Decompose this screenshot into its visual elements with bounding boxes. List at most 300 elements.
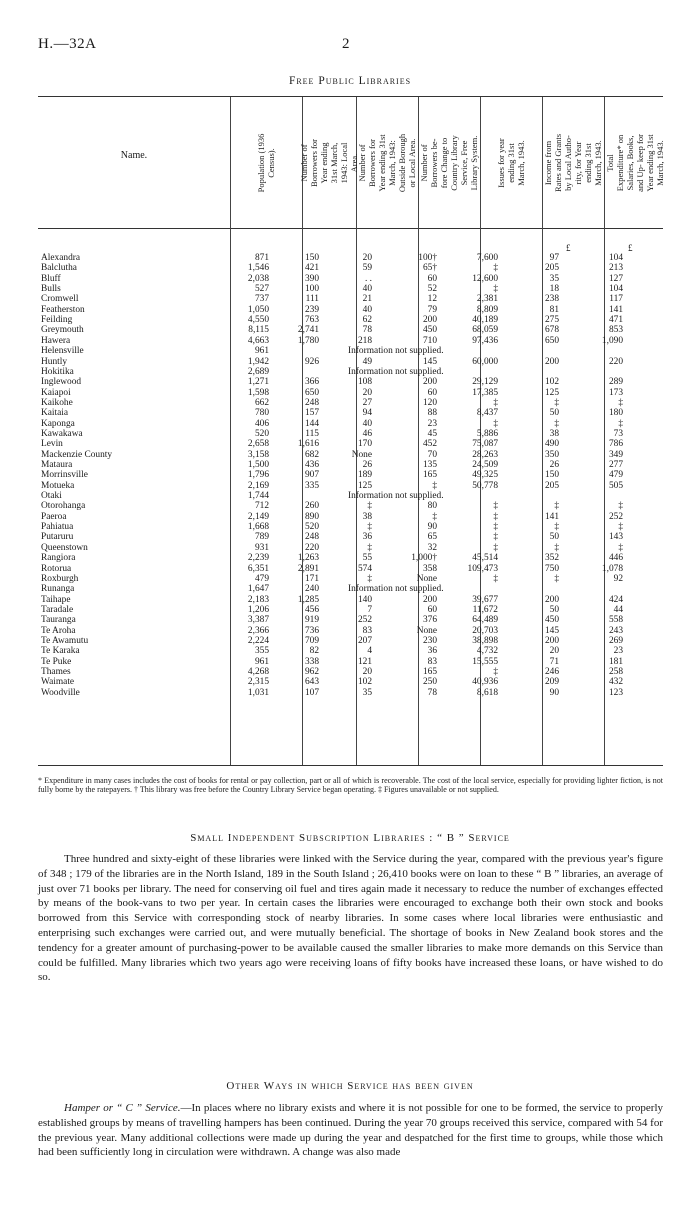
cell-bl: 1,263 bbox=[297, 553, 319, 564]
cell-bl: 643 bbox=[304, 677, 319, 688]
table-row bbox=[38, 460, 663, 470]
cell-inc: ‡ bbox=[554, 501, 559, 512]
cell-bb: 710 bbox=[422, 335, 437, 346]
cell-bo: 4 bbox=[367, 646, 372, 657]
cell-iss: 4,732 bbox=[476, 646, 498, 657]
cell-iss: 15,555 bbox=[472, 656, 498, 667]
cell-bl: 115 bbox=[305, 428, 319, 439]
row-name: Kaiapoi bbox=[41, 387, 71, 398]
cell-bl: 107 bbox=[304, 687, 319, 698]
row-name: Pahiatua bbox=[41, 522, 74, 533]
cell-bb: ‡ bbox=[432, 511, 437, 522]
cell-exp: ‡ bbox=[618, 418, 623, 429]
cell-exp: ‡ bbox=[618, 501, 623, 512]
table-row bbox=[38, 346, 663, 356]
cell-iss: 40,189 bbox=[472, 315, 498, 326]
cell-exp: 786 bbox=[608, 439, 623, 450]
cell-bb: 60 bbox=[427, 387, 437, 398]
cell-inc: ‡ bbox=[554, 542, 559, 553]
cell-bb: 135 bbox=[422, 460, 437, 470]
cell-inc: 97 bbox=[549, 253, 559, 263]
cell-bl: 736 bbox=[304, 625, 319, 636]
table-row bbox=[38, 439, 663, 449]
table-row bbox=[38, 336, 663, 346]
cell-bo: 46 bbox=[362, 428, 372, 439]
cell-exp: 73 bbox=[613, 428, 623, 439]
cell-inc: 141 bbox=[544, 511, 559, 522]
table-row bbox=[38, 615, 663, 625]
cell-bb: 45 bbox=[427, 428, 437, 439]
cell-exp: 213 bbox=[608, 263, 623, 274]
cell-iss: 29,129 bbox=[472, 377, 498, 388]
table-row bbox=[38, 357, 663, 367]
row-name: Kaikohe bbox=[41, 397, 73, 408]
row-name: Helensville bbox=[41, 346, 84, 357]
cell-bb: 450 bbox=[422, 325, 437, 336]
cell-iss: 39,677 bbox=[472, 594, 498, 605]
cell-bo: 35 bbox=[362, 687, 372, 698]
cell-exp: 446 bbox=[608, 553, 623, 564]
cell-inc: ‡ bbox=[554, 418, 559, 429]
cell-bo: 207 bbox=[357, 635, 372, 646]
cell-iss: 97,436 bbox=[472, 335, 498, 346]
cell-bb: 80 bbox=[427, 501, 437, 512]
cell-pop: 1,050 bbox=[247, 304, 269, 315]
cell-iss: ‡ bbox=[493, 284, 498, 295]
row-name: Bulls bbox=[41, 284, 61, 295]
cell-pop: 527 bbox=[254, 284, 269, 295]
row-name: Paeroa bbox=[41, 511, 67, 522]
cell-iss: ‡ bbox=[493, 501, 498, 512]
row-name: Roxburgh bbox=[41, 573, 79, 584]
cell-inc: 678 bbox=[544, 325, 559, 336]
column-header-population: Population (1936 Census). bbox=[256, 133, 276, 192]
cell-inc: ‡ bbox=[554, 522, 559, 533]
cell-inc: 71 bbox=[549, 656, 559, 667]
cell-iss: 7,600 bbox=[476, 253, 498, 263]
cell-inc: 50 bbox=[549, 532, 559, 543]
cell-pop: 3,387 bbox=[247, 615, 269, 626]
cell-bo: 40 bbox=[362, 284, 372, 295]
cell-bl: 82 bbox=[309, 646, 319, 657]
row-name: Inglewood bbox=[41, 377, 82, 388]
cell-inc: 125 bbox=[544, 387, 559, 398]
cell-exp: 479 bbox=[608, 470, 623, 481]
cell-inc: 238 bbox=[544, 294, 559, 305]
cell-exp: 243 bbox=[608, 625, 623, 636]
cell-exp: 1,078 bbox=[601, 563, 623, 574]
section-c-text: —In places where no library exists and where it is not possible for one to be formed, the service to properly established groups by means of travelling hampers has been continued. During the year 70 groups received this service, compared with 54 for the previous year. Many additional collections were made up during the year and despatched for the first time to groups, while those which had been sufficiently long in circulation were withdrawn. A change was also made bbox=[38, 1102, 663, 1159]
cell-pop: 737 bbox=[254, 294, 269, 305]
cell-bo: 27 bbox=[362, 397, 372, 408]
cell-bb: 52 bbox=[427, 284, 437, 295]
cell-inc: 246 bbox=[544, 667, 559, 677]
table-row bbox=[38, 636, 663, 646]
cell-iss: 8,437 bbox=[476, 408, 498, 419]
cell-exp: 349 bbox=[608, 449, 623, 460]
cell-bo: 20 bbox=[362, 667, 372, 677]
cell-bb: 79 bbox=[427, 304, 437, 315]
cell-info: Information not supplied. bbox=[348, 346, 444, 357]
cell-bb: 12 bbox=[427, 294, 437, 305]
table-row bbox=[38, 605, 663, 615]
cell-iss: 5,886 bbox=[476, 428, 498, 439]
cell-iss: ‡ bbox=[493, 532, 498, 543]
table-row bbox=[38, 315, 663, 325]
cell-bo: 574 bbox=[357, 563, 372, 574]
cell-exp: 123 bbox=[608, 687, 623, 698]
cell-bo: 26 bbox=[362, 460, 372, 470]
table-row bbox=[38, 450, 663, 460]
cell-pop: 2,239 bbox=[247, 553, 269, 564]
cell-bb: None bbox=[416, 625, 437, 636]
table-row bbox=[38, 532, 663, 542]
cell-pop: 871 bbox=[254, 253, 269, 263]
cell-inc: 81 bbox=[549, 304, 559, 315]
cell-inc: 35 bbox=[549, 273, 559, 284]
cell-pop: 961 bbox=[254, 346, 269, 357]
cell-bl: 248 bbox=[304, 532, 319, 543]
cell-bl: 171 bbox=[304, 573, 319, 584]
cell-bl: 144 bbox=[304, 418, 319, 429]
table-bottom-rule bbox=[38, 765, 663, 766]
row-name: Te Karaka bbox=[41, 646, 80, 657]
cell-iss: 38,898 bbox=[472, 635, 498, 646]
cell-iss: ‡ bbox=[493, 542, 498, 553]
cell-pop: 712 bbox=[254, 501, 269, 512]
cell-exp: 471 bbox=[608, 315, 623, 326]
cell-bb: 83 bbox=[427, 656, 437, 667]
cell-inc: 200 bbox=[544, 356, 559, 367]
cell-pop: 961 bbox=[254, 656, 269, 667]
cell-bl: 962 bbox=[304, 667, 319, 677]
cell-info: Information not supplied. bbox=[348, 584, 444, 595]
cell-exp: 220 bbox=[608, 356, 623, 367]
cell-iss: 8,618 bbox=[476, 687, 498, 698]
row-name: Te Awamutu bbox=[41, 635, 89, 646]
cell-pop: 931 bbox=[254, 542, 269, 553]
table-row bbox=[38, 512, 663, 522]
cell-bb: 36 bbox=[427, 646, 437, 657]
row-name: Runanga bbox=[41, 584, 75, 595]
cell-bb: 70 bbox=[427, 449, 437, 460]
cell-pop: 1,271 bbox=[247, 377, 269, 388]
cell-pop: 2,689 bbox=[247, 366, 269, 377]
table-row bbox=[38, 398, 663, 408]
cell-bo: ‡ bbox=[367, 522, 372, 533]
cell-inc: 90 bbox=[549, 687, 559, 698]
row-name: Cromwell bbox=[41, 294, 79, 305]
cell-bl: 456 bbox=[304, 604, 319, 615]
cell-bo: ‡ bbox=[367, 542, 372, 553]
cell-bo: 83 bbox=[362, 625, 372, 636]
cell-inc: 650 bbox=[544, 335, 559, 346]
cell-exp: 269 bbox=[608, 635, 623, 646]
cell-inc: 50 bbox=[549, 604, 559, 615]
cell-iss: 45,514 bbox=[472, 553, 498, 564]
cell-exp: ‡ bbox=[618, 522, 623, 533]
row-name: Motueka bbox=[41, 480, 75, 491]
cell-bb: None bbox=[416, 573, 437, 584]
cell-exp: 143 bbox=[608, 532, 623, 543]
cell-iss: ‡ bbox=[493, 418, 498, 429]
column-header-income: Income from Rates and Grants by Local Autho- rity, for Year ending 31st March, 1943. bbox=[543, 133, 603, 192]
cell-bo: 59 bbox=[362, 263, 372, 274]
cell-iss: ‡ bbox=[493, 667, 498, 677]
cell-pop: 2,038 bbox=[247, 273, 269, 284]
table-row bbox=[38, 367, 663, 377]
table-row bbox=[38, 294, 663, 304]
cell-bl: 650 bbox=[304, 387, 319, 398]
cell-exp: 558 bbox=[608, 615, 623, 626]
cell-bb: 200 bbox=[422, 315, 437, 326]
column-header-borrowers-local: Number of Borrowers for Year ending 31st March, 1943: Local Area. bbox=[299, 138, 359, 187]
cell-bo: 49 bbox=[362, 356, 372, 367]
cell-inc: 205 bbox=[544, 263, 559, 274]
cell-exp: 432 bbox=[608, 677, 623, 688]
cell-bl: 2,891 bbox=[297, 563, 319, 574]
cell-bb: 32 bbox=[427, 542, 437, 553]
cell-inc: 750 bbox=[544, 563, 559, 574]
row-name: Bluff bbox=[41, 273, 61, 284]
row-name: Thames bbox=[41, 667, 71, 677]
table-row bbox=[38, 522, 663, 532]
cell-bb: 452 bbox=[422, 439, 437, 450]
page-number: 2 bbox=[342, 36, 350, 52]
cell-pop: 8,115 bbox=[248, 325, 269, 336]
cell-bl: 907 bbox=[304, 470, 319, 481]
table-row bbox=[38, 429, 663, 439]
row-name: Kaitaia bbox=[41, 408, 69, 419]
cell-bb: 145 bbox=[422, 356, 437, 367]
cell-bl: 260 bbox=[304, 501, 319, 512]
table-row bbox=[38, 584, 663, 594]
cell-iss: 68,059 bbox=[472, 325, 498, 336]
cell-bb: 200 bbox=[422, 377, 437, 388]
cell-bl: 2,741 bbox=[297, 325, 319, 336]
cell-inc: ‡ bbox=[554, 573, 559, 584]
row-name: Kawakawa bbox=[41, 428, 83, 439]
cell-iss: 8,809 bbox=[476, 304, 498, 315]
cell-exp: 1,090 bbox=[601, 335, 623, 346]
table-row bbox=[38, 305, 663, 315]
cell-bl: 335 bbox=[304, 480, 319, 491]
table-row bbox=[38, 574, 663, 584]
cell-bo: 140 bbox=[357, 594, 372, 605]
cell-bb: 78 bbox=[427, 687, 437, 698]
table-row bbox=[38, 377, 663, 387]
section-c-paragraph bbox=[38, 1101, 663, 1160]
cell-pop: 2,366 bbox=[247, 625, 269, 636]
cell-exp: ‡ bbox=[618, 397, 623, 408]
cell-pop: 2,183 bbox=[247, 594, 269, 605]
column-header-name: Name. bbox=[120, 150, 148, 161]
cell-bl: 890 bbox=[304, 511, 319, 522]
cell-bo: 7 bbox=[367, 604, 372, 615]
table-row bbox=[38, 543, 663, 553]
cell-iss: 49,325 bbox=[472, 470, 498, 481]
table-row bbox=[38, 284, 663, 294]
cell-pop: 1,206 bbox=[247, 604, 269, 615]
cell-bo: ‡ bbox=[367, 573, 372, 584]
cell-bl: 520 bbox=[304, 522, 319, 533]
section-b-paragraph: Three hundred and sixty-eight of these libraries were linked with the Service during the year, compared with the previous year's figure of 348 ; 179 of the libraries are in the North Island, 189 in the South Island ; 26,410 books were on loan to these “ B ” libraries, an average of just over 71 books per library. The need for conserving oil fuel and tires again made it necessary to reduce the number of exchanges effected by means of the book-vans to two per year. In certain cases the libraries were encouraged to exchange both their own stock and books borrowed from this Service with corresponding stock of nearby libraries. In some cases where local libraries were enthusiastic and enterprising such exchanges were carried out, and were mutually beneficial. The shortage of books in New Zealand book stores and the tendency for a greater amount of purchasing-power to be available caused the smaller libraries to make more demands on this Service than could be fulfilled. Many libraries which two years ago were receiving loans of fifty books have increased these loans, or have wished to do so. bbox=[38, 853, 663, 984]
cell-pop: 406 bbox=[254, 418, 269, 429]
cell-pop: 1,500 bbox=[247, 460, 269, 470]
cell-inc: 275 bbox=[544, 315, 559, 326]
cell-bl: 366 bbox=[304, 377, 319, 388]
cell-bo: . . bbox=[364, 273, 372, 284]
cell-bb: 376 bbox=[422, 615, 437, 626]
row-name: Otaki bbox=[41, 491, 62, 502]
table-row bbox=[38, 253, 663, 263]
cell-bb: 65 bbox=[427, 532, 437, 543]
cell-bo: 94 bbox=[362, 408, 372, 419]
table-row bbox=[38, 553, 663, 563]
cell-iss: 75,087 bbox=[472, 439, 498, 450]
cell-exp: 117 bbox=[609, 294, 623, 305]
cell-pop: 662 bbox=[254, 397, 269, 408]
cell-bo: 121 bbox=[357, 656, 372, 667]
row-name: Tauranga bbox=[41, 615, 76, 626]
cell-pop: 1,546 bbox=[247, 263, 269, 274]
cell-iss: 109,473 bbox=[467, 563, 498, 574]
cell-pop: 2,224 bbox=[247, 635, 269, 646]
cell-bb: 165 bbox=[422, 470, 437, 481]
cell-bb: 60 bbox=[427, 273, 437, 284]
cell-exp: 92 bbox=[613, 573, 623, 584]
cell-exp: 104 bbox=[608, 284, 623, 295]
column-header-borrowers-before: Number of Borrowers be- fore Change to Country Library Service, Free Library System. bbox=[419, 134, 479, 191]
row-name: Te Puke bbox=[41, 656, 72, 667]
cell-bo: 218 bbox=[357, 335, 372, 346]
row-name: Rotorua bbox=[41, 563, 72, 574]
table-row bbox=[38, 657, 663, 667]
cell-inc: 38 bbox=[549, 428, 559, 439]
cell-bl: 919 bbox=[304, 615, 319, 626]
section-c-title: Other Ways in which Service has been given bbox=[226, 1080, 474, 1092]
section-c-lead: Hamper or “ C ” Service. bbox=[64, 1102, 181, 1114]
cell-pop: 1,942 bbox=[247, 356, 269, 367]
cell-pop: 780 bbox=[254, 408, 269, 419]
row-name: Featherston bbox=[41, 304, 85, 315]
cell-bl: 100 bbox=[304, 284, 319, 295]
cell-exp: 258 bbox=[608, 667, 623, 677]
row-name: Feilding bbox=[41, 315, 73, 326]
cell-iss: ‡ bbox=[493, 573, 498, 584]
cell-bo: 125 bbox=[357, 480, 372, 491]
table-row bbox=[38, 688, 663, 698]
table-row bbox=[38, 263, 663, 273]
cell-bo: 102 bbox=[357, 677, 372, 688]
cell-exp: 853 bbox=[608, 325, 623, 336]
cell-bo: 78 bbox=[362, 325, 372, 336]
row-name: Rangiora bbox=[41, 553, 76, 564]
cell-bo: 189 bbox=[357, 470, 372, 481]
cell-bo: 40 bbox=[362, 418, 372, 429]
cell-iss: 40,936 bbox=[472, 677, 498, 688]
cell-bl: 1,285 bbox=[297, 594, 319, 605]
cell-bb: 23 bbox=[427, 418, 437, 429]
cell-bo: 252 bbox=[357, 615, 372, 626]
cell-bb: 90 bbox=[427, 522, 437, 533]
table-row bbox=[38, 481, 663, 491]
cell-pop: 1,031 bbox=[247, 687, 269, 698]
cell-pop: 789 bbox=[254, 532, 269, 543]
cell-pop: 2,658 bbox=[247, 439, 269, 450]
cell-bl: 926 bbox=[304, 356, 319, 367]
table-row bbox=[38, 408, 663, 418]
report-reference: H.—32A bbox=[38, 36, 97, 52]
cell-iss: 2,381 bbox=[476, 294, 498, 305]
cell-bl: 248 bbox=[304, 397, 319, 408]
cell-exp: 505 bbox=[608, 480, 623, 491]
table-title: Free Public Libraries bbox=[288, 75, 412, 87]
unit-expenditure: £ bbox=[628, 243, 633, 253]
cell-bl: 150 bbox=[304, 253, 319, 263]
table-row bbox=[38, 388, 663, 398]
cell-bl: 111 bbox=[305, 294, 319, 305]
cell-iss: 28,263 bbox=[472, 449, 498, 460]
cell-iss: 50,778 bbox=[472, 480, 498, 491]
cell-bl: 436 bbox=[304, 460, 319, 470]
table-row bbox=[38, 274, 663, 284]
cell-bl: 220 bbox=[304, 542, 319, 553]
cell-pop: 1,744 bbox=[247, 491, 269, 502]
row-name: Otorohanga bbox=[41, 501, 86, 512]
cell-exp: 104 bbox=[608, 253, 623, 263]
row-name: Hokitika bbox=[41, 366, 74, 377]
cell-inc: 102 bbox=[544, 377, 559, 388]
table-row bbox=[38, 501, 663, 511]
table-row bbox=[38, 595, 663, 605]
table-footnote: * Expenditure in many cases includes the cost of books for rental or pay collection, part or all of which is recoverable. The cost of the local service, especially for providing lighter fiction, is not fully borne by the ratepayers. † This library was free before the Country Library Service began operating. ‡ Figures unavailable or not supplied. bbox=[38, 776, 663, 794]
table-row bbox=[38, 419, 663, 429]
cell-inc: 150 bbox=[544, 470, 559, 481]
cell-info: Information not supplied. bbox=[348, 491, 444, 502]
cell-inc: 200 bbox=[544, 635, 559, 646]
header-bottom-rule bbox=[38, 228, 663, 229]
cell-info: Information not supplied. bbox=[348, 366, 444, 377]
cell-exp: 141 bbox=[608, 304, 623, 315]
cell-inc: 450 bbox=[544, 615, 559, 626]
cell-pop: 1,647 bbox=[247, 584, 269, 595]
cell-exp: 23 bbox=[613, 646, 623, 657]
cell-pop: 3,158 bbox=[247, 449, 269, 460]
column-header-expenditure: Total Expenditure* on Salaries, Books, and Up- keep for Year ending 31st March, 1943. bbox=[605, 133, 665, 192]
cell-pop: 2,169 bbox=[247, 480, 269, 491]
cell-bb: 358 bbox=[422, 563, 437, 574]
cell-exp: 424 bbox=[608, 594, 623, 605]
cell-bb: 1,000† bbox=[411, 553, 437, 564]
cell-pop: 1,796 bbox=[247, 470, 269, 481]
section-b-title: Small Independent Subscription Libraries : “ B ” Service bbox=[190, 832, 510, 844]
cell-bo: 20 bbox=[362, 253, 372, 263]
cell-bl: 421 bbox=[304, 263, 319, 274]
cell-bb: 65† bbox=[422, 263, 437, 274]
cell-inc: 352 bbox=[544, 553, 559, 564]
cell-pop: 6,351 bbox=[247, 563, 269, 574]
cell-bl: 240 bbox=[304, 584, 319, 595]
cell-inc: 209 bbox=[544, 677, 559, 688]
cell-inc: 18 bbox=[549, 284, 559, 295]
row-name: Hawera bbox=[41, 335, 71, 346]
cell-bl: 709 bbox=[304, 635, 319, 646]
cell-exp: 44 bbox=[613, 604, 623, 615]
cell-inc: 205 bbox=[544, 480, 559, 491]
cell-bo: 170 bbox=[357, 439, 372, 450]
row-name: Putaruru bbox=[41, 532, 74, 543]
